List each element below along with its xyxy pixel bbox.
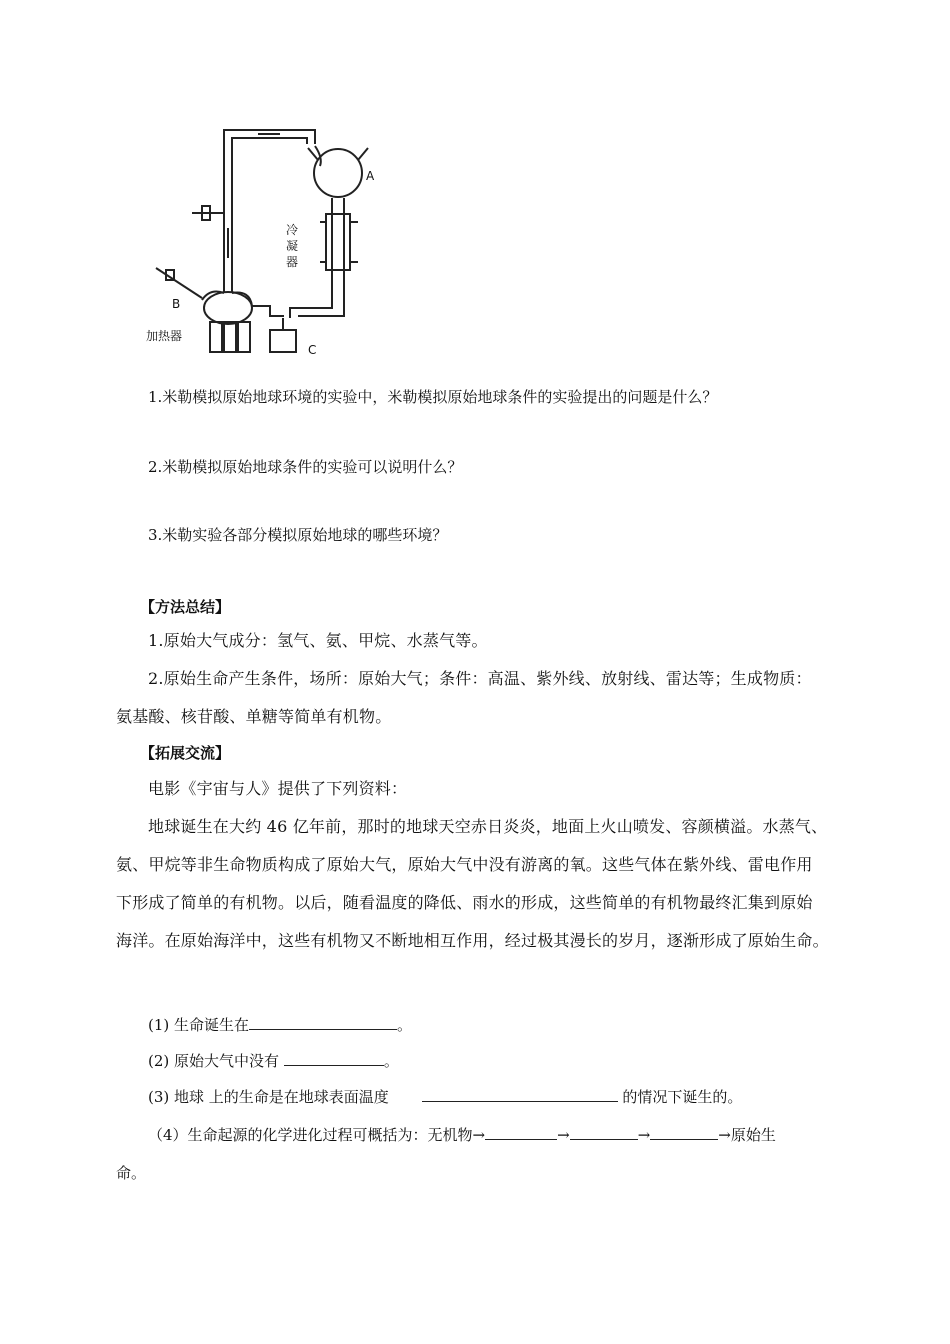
fill-question-4	[148, 1124, 776, 1145]
question-1: 1.米勒模拟原始地球环境的实验中，米勒模拟原始地球条件的实验提出的问题是什么？	[148, 388, 718, 406]
method-line-1: 1.原始大气成分：氢气、氨、甲烷、水蒸气等。	[148, 631, 488, 650]
question-2: 2.米勒模拟原始地球条件的实验可以说明什么？	[148, 458, 463, 476]
fill-4-blank-1[interactable]	[485, 1125, 557, 1140]
fill-2-suffix: 。	[383, 1052, 399, 1070]
label-c: C	[308, 343, 317, 357]
paragraph-line-3: 下形成了简单的有机物。以后，随看温度的降低、雨水的形成，这些简单的有机物最终汇集到原始	[116, 893, 813, 912]
extension-heading: 【拓展交流】	[140, 744, 231, 762]
fill-question-4-end: 命。	[116, 1164, 147, 1182]
fill-2-prefix: (2) 原始大气中没有	[148, 1052, 280, 1070]
label-a: A	[366, 169, 375, 183]
question-3: 3.米勒实验各部分模拟原始地球的哪些环境？	[148, 526, 448, 544]
method-line-2b: 氨基酸、核苷酸、单糖等简单有机物。	[116, 707, 392, 726]
condenser-label-3: 器	[286, 255, 299, 269]
fill-1-prefix: (1) 生命诞生在	[148, 1016, 250, 1034]
method-line-2a: 2.原始生命产生条件，场所：原始大气；条件：高温、紫外线、放射线、雷达等；生成物质：	[148, 669, 812, 688]
fill-1-blank[interactable]	[249, 1015, 397, 1030]
paragraph-line-4: 海洋。在原始海洋中，这些有机物又不断地相互作用，经过极其漫长的岁月，逐渐形成了原始生命。	[116, 931, 829, 950]
miller-apparatus-diagram	[140, 118, 400, 358]
paragraph-line-1: 地球诞生在大约 46 亿年前，那时的地球天空赤日炎炎，地面上火山喷发、容颜横溢。水蒸气、	[148, 817, 828, 836]
condenser-label-1: 冷	[286, 223, 299, 237]
fill-4-arrow-2: →	[637, 1126, 651, 1144]
fill-4-blank-3[interactable]	[650, 1125, 718, 1140]
paragraph-line-2: 氨、甲烷等非生命物质构成了原始大气，原始大气中没有游离的氧。这些气体在紫外线、雷电作用	[116, 855, 813, 874]
fill-4-suffix: →原始生	[718, 1126, 776, 1144]
fill-4-blank-2[interactable]	[570, 1125, 638, 1140]
fill-question-3	[148, 1086, 742, 1107]
fill-4-arrow-1: →	[557, 1126, 570, 1144]
fill-3-blank[interactable]	[422, 1087, 618, 1102]
fill-1-suffix: 。	[397, 1016, 413, 1034]
fill-2-blank[interactable]	[284, 1051, 384, 1066]
label-b: B	[172, 297, 181, 311]
extension-intro: 电影《宇宙与人》提供了下列资料：	[148, 779, 408, 798]
condenser-label-2: 凝	[286, 239, 299, 253]
fill-question-2	[148, 1050, 399, 1071]
fill-3-suffix: 的情况下诞生的。	[622, 1088, 743, 1106]
fill-4-prefix: （4）生命起源的化学进化过程可概括为：无机物→	[148, 1126, 486, 1144]
fill-question-1	[148, 1014, 412, 1035]
method-heading: 【方法总结】	[140, 598, 231, 616]
fill-3-prefix: (3) 地球 上的生命是在地球表面温度	[148, 1088, 389, 1106]
heater-label: 加热器	[146, 329, 183, 343]
